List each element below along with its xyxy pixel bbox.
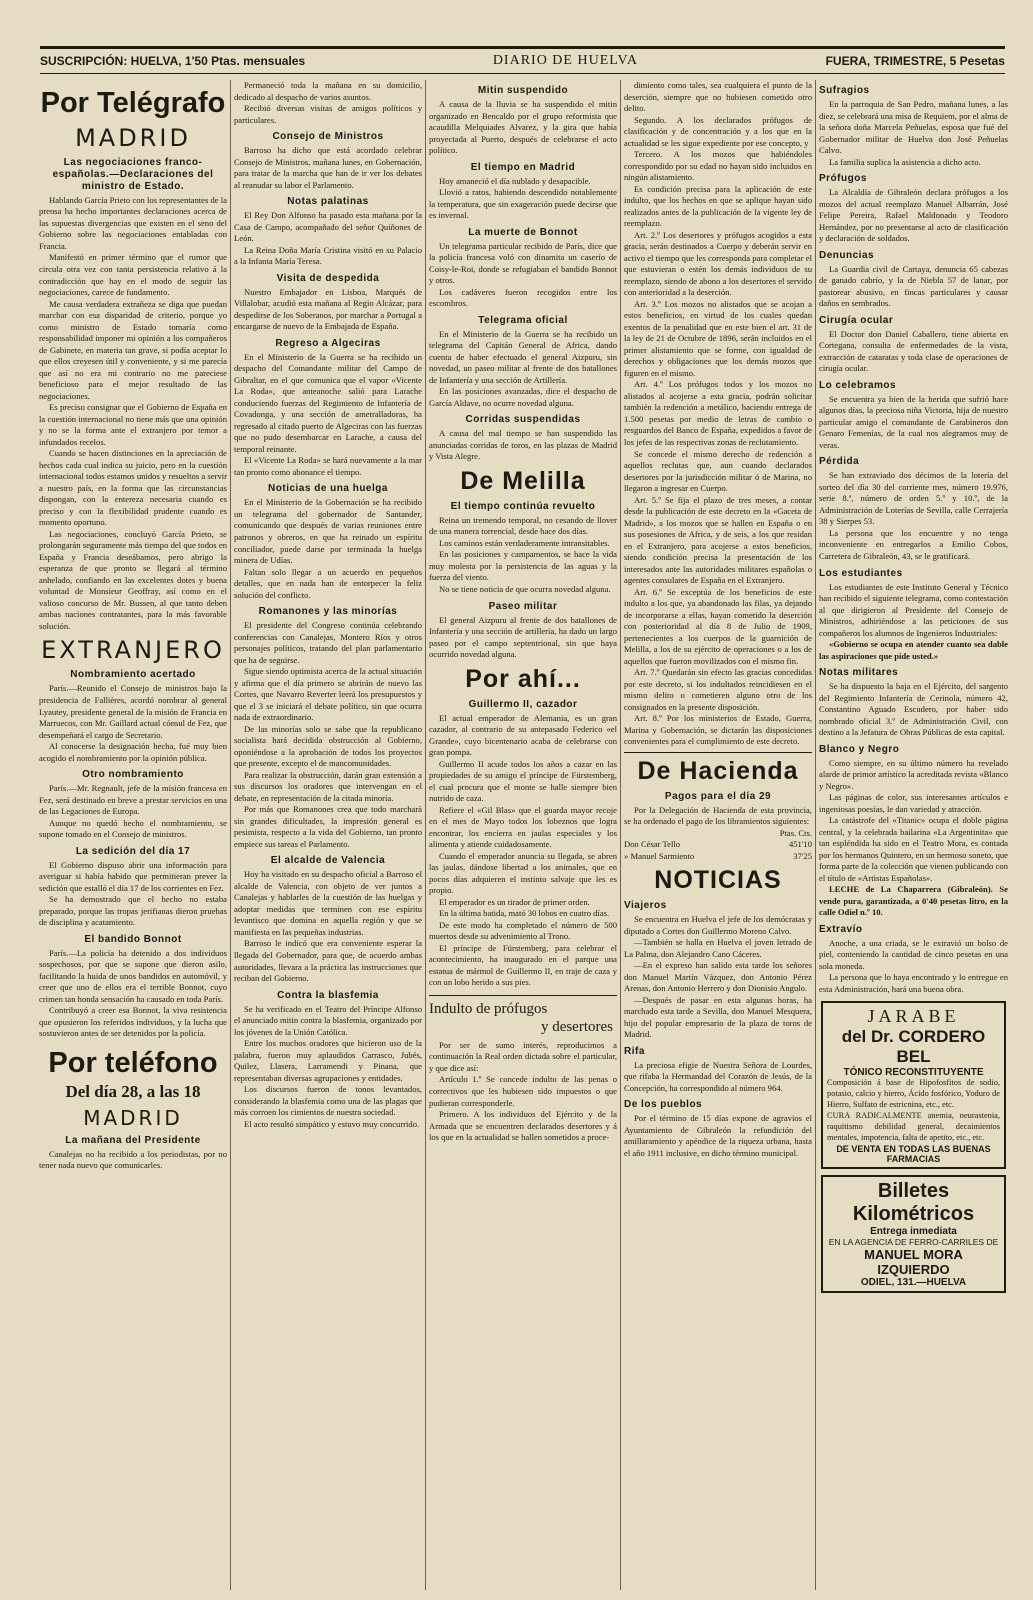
advert-jarabe-title: JARABE — [867, 1006, 960, 1027]
payee-name: Don César Tello — [624, 838, 681, 849]
paragraph: Art. 4.º Los prófugos todos y los mozos no alistados al acojerse a esta gracia, podrán solicitar también la redención a metálico, haciendo entrega de 1.500 pesetas por medio de letras de cambio o resguardos del Banco de España, expedidos a favor de los jefes de las respectivas zonas de reclutamiento. — [624, 379, 812, 447]
section-title-telegrafo: Por Telégrafo — [40, 87, 226, 119]
advert-jarabe — [821, 1001, 1006, 1169]
paragraph: Al conocerse la designación hecha, fué muy bien acogido el nombramiento por la opinión pública. — [39, 741, 227, 763]
paragraph: Se encuentra ya bien de la herida que sufrió hace algunos días, la preciosa niña Victoria, hija de nuestro particular amigo el comandante de Carabineros don Genaro Femenías, de la cual nos alegramos muy de veras. — [819, 393, 1008, 450]
headline-pueblos: De los pueblos — [624, 1099, 703, 1111]
headline-guillermo: Guillermo II, cazador — [468, 698, 578, 710]
paragraph: El emperador es un tirador de primer orden. — [439, 896, 590, 907]
paragraph: Art. 6.º Se exceptúa de los beneficios de este indulto a los que, ya abandonado las filas, ya dejando de incorporarse a ellas, hayan cometido la deserción con posterioridad al día 8 de Julio de 1909, pertenecientes a los cuerpos de la guarnición de Melilla, a los de su ejército de operaciones o a los de aquellos que fueron movilizados con el mismo fin. — [624, 586, 812, 666]
paragraph: «Gobierno se ocupa en atender cuanto sea dable las aspiraciones que pide usted.» — [819, 639, 1008, 661]
section-title-noticias: NOTICIAS — [654, 866, 782, 894]
paragraph: Refiere el «Gil Blas» que el guarda mayor recoje en el mes de Mayo todos los lobeznos que logra encontrar, los encierra en jaulas especiales y los alimenta y atiende cuidadosamente. — [429, 804, 617, 850]
advert-billetes-agency: EN LA AGENCIA DE FERRO-CARRILES DE — [828, 1237, 999, 1248]
section-title-hacienda: De Hacienda — [637, 756, 799, 785]
paragraph: Hoy ha visitado en su despacho oficial a Barroso el alcalde de Valencia, con objeto de ver juntos a Canalejas y hablarles de la cuestión de las huelgas y adoptar medidas que terminen con ese espíritu levantisco que domina en aquella región y que se manifiesta en las pequeñas industrias. — [234, 869, 422, 937]
section-title-melilla: De Melilla — [460, 466, 586, 495]
paragraph: La preciosa efigie de Nuestra Señora de Lourdes, que rifaba la Hermandad del Corazón de Jesús, de la Concepción, ha correspondido al número 964. — [624, 1059, 812, 1093]
paragraph: A causa del mal tiempo se han suspendido las anunciadas corridas de toros, en las plazas de Madrid y Vista Alegre. — [429, 428, 617, 462]
paragraph: La Alcaldía de Gibraleón declara prófugos a los mozos del actual reemplazo Manuel Albarrán, José Felipe Pereira, Rafael Maldonado y Teodoro Hernández, por no presentarse al acto de clasificación y declaración de soldados. — [819, 187, 1008, 244]
masthead — [40, 46, 1005, 74]
paragraph: Se ha dispuesto la baja en el Ejército, del sargento del Regimiento Infantería de Cerinola, número 42, Constantino Aguado Escudero, por haber sido nombrado oficial 3.º de Administración Civil, con destino a la Jefatura de Obras Públicas de esta capital. — [819, 681, 1008, 738]
headline-nombramiento: Nombramiento acertado — [70, 669, 196, 681]
advert-billetes-subtitle: Entrega inmediata — [870, 1226, 957, 1238]
payment-amount: 451'10 — [788, 838, 812, 849]
headline-paseo-militar: Paseo militar — [488, 600, 558, 612]
paragraph: Las páginas de color, sus interesantes artículos e ingeniosas poesías, le dan variedad y atracción. — [819, 792, 1008, 814]
paragraph: Faltan solo llegar a un acuerdo en pequeños detalles, que en nada han de entorpecer la feliz solución del conflicto. — [234, 566, 422, 600]
advert-billetes-address: ODIEL, 131.—HUELVA — [860, 1277, 967, 1289]
paragraph: La persona que los encuentre y no tenga inconveniente en entregarlos a Emilio Cobos, Carretera de Gibraleón, 43, se le gratificará. — [819, 527, 1008, 561]
paragraph: Art. 8.º Por los ministerios de Estado, Guerra, Marina y Gobernación, se dictarán las disposiciones convenientes para el cumplimiento de este decreto. — [624, 713, 812, 747]
headline-sedicion: La sedición del día 17 — [75, 845, 191, 857]
column-3 — [426, 80, 621, 1590]
section-title-por-ahi: Por ahí... — [465, 664, 581, 693]
headline-celebramos: Lo celebramos — [819, 379, 897, 391]
paragraph: Recibió diversas visitas de amigos políticos y particulares. — [234, 103, 422, 125]
headline-notas-militares: Notas militares — [819, 667, 899, 679]
headline-huelga: Noticias de una huelga — [268, 483, 388, 495]
payment-row — [624, 850, 812, 862]
paragraph: Entre los muchos oradores que hicieron uso de la palabra, fueron muy aplaudidos Carrasco, Jubés, Quilez, Llasera, Larramendi y Pinana, que representaban diversas agrupaciones y entidades. — [234, 1038, 422, 1083]
paragraph: En la última batida, mató 30 lobos en cuatro días. — [439, 908, 610, 919]
headline-extravio: Extravío — [819, 923, 863, 935]
paragraph: Contribuyó a creer esa Bonnot, la viva resistencia que opusieron los referidos individuos, y la lucha que sostuvieron antes de ser detenidos por la policía. — [39, 1005, 227, 1039]
paragraph: Se han extraviado dos décimos de la lotería del sorteo del día 30 del corriente mes, número 19.976, serie 8.ª, número de orden 5.º y 10.º, de la Administración de Loterías de Sevilla, calle Cerrajería 38 y Sierpes 53. — [819, 470, 1008, 527]
headline-notas-palatinas: Notas palatinas — [287, 196, 369, 208]
paragraph: LECHE de La Chaparrera (Gibraleón). Se vende pura, garantizada, a 0'40 pesetas litro, en la calle Odiel n.º 10. — [819, 884, 1008, 918]
paragraph: Los caminos están verdaderamente intransitables. — [439, 537, 610, 548]
headline-profugos: Prófugos — [819, 173, 867, 185]
paragraph: Canalejas no ha recibido a los periodistas, por no tener nada nuevo que comunicarles. — [39, 1148, 227, 1171]
paragraph: En el Ministerio de la Guerra se ha recibido un telegrama del Capitán General de Africa, dando cuenta de haber efectuado el general Aizpuru, sin novedad, un paseo militar al frente de dos batallones de Infantería y una sección de Artillería. — [429, 328, 617, 385]
paragraph: —También se halla en Huelva el joven letrado de La Palma, don Alejandro Cano Cáceres. — [624, 937, 812, 959]
advert-jarabe-brand: del Dr. CORDERO BEL — [841, 1027, 986, 1067]
headline-romanones: Romanones y las minorías — [258, 606, 398, 618]
paragraph: Art. 5.º Se fija el plazo de tres meses, a contar desde la publicación de este decreto en la «Gaceta de Madrid», a los mozos que se hallen en España o en sus posesiones de Africa, y de seis, a los que residan en el Extranjero, para acojerse a estos beneficios, siendo condición precisa la presentación de los interesados ante las autoridades militares españolas o agentes consulares de España en el Extranjero. — [624, 494, 812, 586]
paragraph: Es preciso consignar que el Gobierno de España en la cuestión internacional no tiene más que una opinión y no se la forma ante el extranjero por temor a infundados recelos. — [39, 402, 227, 447]
paragraph: París.—Reunido el Consejo de ministros bajo la presidencia de Fallières, acordó nombrar al general Lyautey, presidente general de la misión de Francia en Marruecos, con Mr. Gaillard actual cónsul de Fez, que desempeñará el cargo de Secretario. — [39, 683, 227, 740]
paragraph: Primero. A los individuos del Ejército y de la Armada que se encuentren declarados desertores y á los que en la actualidad se hallen sometidos a proce- — [429, 1109, 617, 1143]
paragraph: Por ser de sumo interés, reproducimos a continuación la Real orden dictada sobre el particular, y que dice así: — [429, 1039, 617, 1073]
paragraph: Permaneció toda la mañana en su domicilio, dedicado al despacho de varios asuntos. — [234, 80, 422, 102]
newspaper-title: DIARIO DE HUELVA — [492, 53, 638, 68]
paragraph: El príncipe de Fürstemberg, para celebrar el acontecimiento, ha inaugurado en el parque una estatua de mármol de Guillermo II, en traje de caza y con un lobo herido a sus pies. — [429, 942, 617, 988]
paragraph: El actual emperador de Alemania, es un gran cazador, al contrario de su antepasado Federico «el Grande», cuyo bicentenario acaba de celebrarse con gran pompa. — [429, 712, 617, 758]
headline-tiempo-madrid: El tiempo en Madrid — [470, 161, 576, 173]
paragraph: Barroso le indicó que era conveniente esperar la llegada del Gobernador, para que, de acuerdo ambas autoridades, llevara a la práctica las instrucciones que reciban del Gobierno. — [234, 938, 422, 984]
headline-telegrama-oficial: Telegrama oficial — [478, 314, 568, 326]
advert-billetes-name: MANUEL MORA IZQUIERDO — [864, 1247, 963, 1278]
indulto-line-2: y desertores — [540, 1018, 613, 1035]
section-title-telefono: Por teléfono — [48, 1046, 218, 1079]
headline-corridas: Corridas suspendidas — [465, 414, 581, 426]
city-heading-madrid: MADRID — [75, 123, 191, 152]
paragraph: Para realizar la obstrucción, darán gran extensión a sus discursos los oradores que intervengan en el debate, en representación de la citada minoría. — [234, 769, 422, 803]
paragraph: Art. 7.º Quedarán sin efecto las gracias concedidas por este decreto, si los indultados reincidiesen en el mismo delito o cometieren alguno otro de los consignados en la presente disposición. — [624, 667, 812, 712]
paragraph: La familia suplica la asistencia a dicho acto. — [829, 156, 981, 167]
headline-bandido: El bandido Bonnot — [84, 933, 182, 945]
paragraph: Se ha verificado en el Teatro del Príncipe Alfonso el anunciado mitin contra la blasfemia, organizado por los jóvenes de la Unión Católica. — [234, 1003, 422, 1037]
paragraph: Por más que Romanones crea que todo marchará sin grandes dificultades, la impresión general es pesimista, respecto a la vida del Gobierno, tan pronto empiece sus tareas el Parlamento. — [234, 804, 422, 849]
headline-denuncias: Denuncias — [819, 249, 875, 261]
advert-jarabe-cura: CURA RADICALMENTE anemia, neurastenia, raquitismo debilidad general, decaimientos mentales, impotencia, falta de apetito, etc., etc. — [827, 1111, 1000, 1143]
advert-jarabe-body: Composición á base de Hipofosfitos de sodio, potasio, calcio y hierro, Ácido fosfórico, Yoduro de Hierro, Sulfato de estricnina, etc., etc. — [827, 1078, 1000, 1110]
headline-blasfemia: Contra la blasfemia — [277, 989, 379, 1001]
paragraph: Guillermo II acude todos los años a cazar en las propiedades de su amigo el príncipe de Fürstemberg, el cual procura que el monte se halle siempre bien nutrido de caza. — [429, 758, 617, 804]
headline-sufragios: Sufragios — [819, 85, 870, 96]
headline-tiempo-revuelto: El tiempo continúa revuelto — [450, 500, 596, 512]
column-2 — [231, 80, 426, 1590]
headline-blanco-negro: Blanco y Negro — [819, 743, 900, 755]
paragraph: París.—Mr. Regnault, jefe de la misión francesa en Fez, será destinado en breve a prestar servicios en una de las Legaciones de Europa. — [39, 783, 227, 817]
paragraph: —En el expreso han salido esta tarde los señores don Manuel Martín Vázquez, don Antonio Pérez Arenas, don Antonio Herrero y don Dionisio Angulo. — [624, 960, 812, 994]
payment-amount: 37'25 — [793, 850, 812, 861]
payment-row — [624, 838, 812, 850]
paragraph: Barroso ha dicho que está acordado celebrar Consejo de Ministros, mañana lunes, en Gobernación, para tratar de la marcha que han de ir ver los debates al reanudar su labor el Parlamento. — [234, 145, 422, 190]
paragraph: París.—La policía ha detenido a dos individuos sospechosos, por que se supone que dieron asilo, facilitando la huida de unos bandidos en automóvil, y creer que uno de ellos era el terrible Bonnot, cuyo crimen tan honda sensación ha causado en toda París. — [39, 947, 227, 1004]
subscription-outside: FUERA, TRIMESTRE, 5 Pesetas — [825, 54, 1005, 68]
paragraph: La persona que lo haya encontrado y lo entregue en esta Administración, hará una buena obra. — [819, 972, 1008, 994]
paragraph: Los cadáveres fueron recogidos entre los escombros. — [429, 286, 617, 309]
divider — [624, 752, 812, 753]
headline-muerte-bonnot: La muerte de Bonnot — [468, 226, 578, 238]
column-1 — [36, 80, 231, 1590]
indulto-line-1: Indulto de prófugos — [429, 1000, 548, 1017]
paragraph: Se encuentra en Huelva el jefe de los demócratas y diputado a Cortes don Guillermo Moreno Calvo. — [624, 914, 812, 936]
paragraph: Los discursos fueron de tonos levantados, considerando la blasfemia como una de las plagas que más corroen los cimientos de nuestra sociedad. — [234, 1084, 422, 1118]
paragraph: Art. 3.º Los mozos no alistados que se acojan a estos beneficios, en virtud de los cuales quedan exentos de la penalidad que en este bien el art. 31 de la ley de 21 de Octubre de 1896, serán incluidos en el primer alistamiento que se forme, con igualdad de derechos y obligaciones que los demás mozos que figuren en el mismo. — [624, 298, 812, 378]
paragraph: Como siempre, en su último número ha revelado alarde de primor artístico la acreditada revista «Blanco y Negro». — [819, 757, 1008, 791]
paragraph: A causa de la lluvia se ha suspendido el mitin organizado en Bencaldo por el grupo reformista que acaudilla Melquiades Alvarez, y la gira que había proyectada al Puerto, después de celebrarse el acto político. — [429, 99, 617, 156]
subscription-local: SUSCRIPCIÓN: HUELVA, 1'50 Ptas. mensuales — [40, 54, 306, 68]
paragraph: De este modo ha completado el número de 500 muertos desde su advenimiento al Trono. — [429, 919, 617, 942]
advert-billetes — [821, 1175, 1006, 1293]
paragraph: dimiento como tales, sea cualquiera el punto de la deserción, siempre que no hubiesen cometido otro delito. — [624, 80, 812, 114]
payee-name: » Manuel Sarmiento — [624, 850, 695, 861]
paragraph: Por el término de 15 días expone de agravios el Ayuntamiento de Gibraleón la refundición del amillaramiento y apéndice de la riqueza urbana, hasta el año 1911 inclusive, en dicho término municipal. — [624, 1113, 812, 1158]
paragraph: De las minorías solo se sabe que la republicano socialista hará decidida obstrucción al Gobierno, oponiéndose a la aprobación de todos los proyectos que presente, excepto el de mancomunidades. — [234, 723, 422, 769]
headline-rifa: Rifa — [624, 1045, 645, 1057]
headline-negociaciones: Las negociaciones franco-españolas.—Declaraciones del ministro de Estado. — [52, 156, 214, 192]
paragraph: No se tiene noticia de que ocurra novedad alguna. — [439, 583, 611, 594]
column-5 — [816, 80, 1011, 1590]
paragraph: Cuando se hacen distinciones en la apreciación de hechos cada cual indica su juicio, pero en la cuestión internacional todos estamos unidos y resueltos a servir a nuestro país, en la forma que las circunstancias dispongan, con la entereza necesaria cuando es preciso y con la flexibilidad prudente cuando es momento oportuno. — [39, 448, 227, 528]
paragraph: El Rey Don Alfonso ha pasado esta mañana por la Casa de Campo, acompañado del señor Quiñones de León. — [234, 210, 422, 244]
paragraph: Cuando el emperador anuncia su llegada, se abren las jaulas, dándose libertad a los animales, que en pocos días adquieren el instinto salvaje que les es propio. — [429, 850, 617, 896]
paragraph: El acto resultó simpático y estuvo muy concurrido. — [244, 1118, 420, 1129]
headline-consejo: Consejo de Ministros — [272, 131, 384, 143]
paragraph: En el Ministerio de la Gobernación se ha recibido un telegrama del gobernador de Santander, comunicando que después de varias reuniones entre patronos y obreros, en que ha reinado un espíritu conciliador, puede darse por terminada la huelga minera de Udías. — [234, 497, 422, 566]
paragraph: Los estudiantes de este Instituto General y Técnico han recibido el siguiente telegrama, como contestación al que dirigieron al Presidente del Consejo de Ministros, adhiriéndose a las peticiones de sus compañeros los alumnos de Ingenieros Industriales: — [819, 581, 1008, 638]
paragraph: Tercero. A los mozos que habiéndoles correspondido por su edad no hayan sido incluidos en ningún alistamiento. — [624, 149, 812, 183]
paragraph: Las negociaciones, concluyó García Prieto, se prolongarán seguramente más tiempo del que todos en España y Francia deseábamos, pero abrigo la esperanza de que pronto se llegará al término anhelado, confiando en las excelentes dotes y buena voluntad de Monsieur Geoffray, así como en el valioso concurso de Mr. Bussen, al que tanto deben ambas naciones contratantes, para la más favorable solución. — [39, 528, 227, 631]
headline-otro-nombramiento: Otro nombramiento — [82, 769, 184, 781]
paragraph: Segundo. A los declarados prófugos de clasificación y de concentración y a los que en la actualidad se les sigue expediente por ese concepto, y — [624, 114, 812, 148]
paragraph: El «Vicente La Roda» se hará nuevamente a la mar tan pronto como abonance el tiempo. — [234, 455, 422, 477]
paragraph: En las posiciones avanzadas, dice el despacho de García Aldave, no ocurre novedad alguna. — [429, 386, 617, 408]
paragraph: Hoy amaneció el día nublado y desapacible. — [439, 175, 591, 186]
paragraph: Llovió a ratos, habiendo descendido notablemente la temperatura, que sin exageración puede decirse que es invernal. — [429, 187, 617, 221]
paragraph: Es condición precisa para la aplicación de este indulto, que los hechos en que se aplique hayan sido realizados antes de la publicación de la vigente ley de reemplazo. — [624, 183, 812, 229]
paragraph: En el Ministerio de la Guerra se ha recibido un despacho del Comandante militar del Campo de Gibraltar, en el que comunica que el vapor «Vicente La Roda», que anteanoche salió para Larache conduciendo fuerzas del Regimiento de Infantería de Covadonga, y una sección de ametralladoras, ha regresado al citado puerto de Algeciras con las fuerzas que no pudo desembarcar en Larache, a causa del temporal reinante. — [234, 351, 422, 454]
paragraph: La catástrofe del «Titanic» ocupa el doble página central, y la celebrada bailarina «La Argentinita» que tan espléndida ha sido en el Teatro Mora, es contada por los hermanos Quintero, en un hermoso soneto, que forma parte de la colección que vienen publicando con el título de «Artistas Españolas». — [819, 815, 1008, 883]
headline-perdida: Pérdida — [819, 456, 860, 468]
paragraph: Reina un tremendo temporal, no cesando de llover de una manera torrencial, desde hace dos días. — [429, 514, 617, 537]
paragraph: —Después de pasar en esta algunas horas, ha marchado esta tarde a Sevilla, don Manuel Mesquera, hijo del popular empresario de la plaza de toros de Madrid. — [624, 994, 812, 1040]
advert-billetes-title: Billetes Kilométricos — [852, 1180, 975, 1226]
headline-visita: Visita de despedida — [276, 272, 380, 284]
paragraph: Por la Delegación de Hacienda de esta provincia, se ha ordenado el pago de los libramientos siguientes: — [624, 804, 812, 827]
paragraph: La Reina Doña María Cristina visitó en su Palacio a la Infanta María Teresa. — [234, 244, 422, 267]
advert-jarabe-venta: DE VENTA EN TODAS LAS BUENAS FARMACIAS — [836, 1144, 991, 1165]
paragraph: Nuestro Embajador en Lisboa, Marqués de Villalobar, acudió esta mañana al Regio Alcázar, para despedirse de los Soberanos, por marchar a Portugal a encargarse de nuevo de la Embajada de España. — [234, 286, 422, 332]
advert-jarabe-subtitle: TÓNICO RECONSTITUYENTE — [843, 1067, 984, 1079]
headline-manana-presidente: La mañana del Presidente — [65, 1134, 201, 1146]
paragraph: Art. 2.º Los desertores y prófugos acogidos a esta gracia, serán destinados a Cuerpo y deberán servir en activo el tiempo que les corresponda para completar el que estuvieran o estén los demás individuos de su reemplazo, siendo de abono a los desertores el servido con anterioridad a la deserción. — [624, 229, 812, 298]
city-heading-madrid-2: MADRID — [83, 1105, 183, 1130]
section-title-indulto — [429, 995, 617, 1036]
headline-estudiantes: Los estudiantes — [819, 567, 903, 579]
headline-cirugia: Cirugía ocular — [819, 314, 894, 326]
paragraph: Aunque no quedó hecho el nombramiento, se supone tomado en el Consejo de ministros. — [39, 817, 227, 840]
paragraph: Anoche, a una criada, se le extravió un bolso de piel, conteniendo la cantidad de cinco pesetas en una sola moneda. — [819, 937, 1008, 971]
paragraph: Un telegrama particular recibido de París, dice que la policía francesa voló con dinamita un caserío de Coisy-le-Roi, donde se refugiaban el bandido Bonnot y otros. — [429, 240, 617, 286]
paragraph: Hablando García Prieto con los representantes de la prensa ha hecho importantes declaraciones acerca de las supuestas divergencias que existen en el seno del Gobierno sobre las negociaciones entabladas con Francia. — [39, 194, 227, 251]
headline-viajeros: Viajeros — [624, 900, 667, 911]
paragraph: El general Aizpuru al frente de dos batallones de Infantería y una sección de artillería, ha dado un largo paseo por el campo septentrional, sin que haya ocurrido novedad alguna. — [429, 614, 617, 660]
headline-alcalde: El alcalde de Valencia — [270, 855, 386, 867]
paragraph: Sigue siendo optimista acerca de la actual situación y afirma que el día primero se abrirán de nuevo las Cortes, que Navarro Reverter leerá los presupuestos y que el 3 se iniciará el debate político, sin que ocurra nada de extraordinario. — [234, 666, 422, 723]
paragraph: El presidente del Congreso continúa celebrando conferencias con Canalejas, Montero Ríos y otros personajes políticos, tratando del plan parlamentario que ha de seguirse. — [234, 620, 422, 665]
paragraph: El Doctor don Daniel Caballero, tiene abierta en Cortegana, consulta de enfermedades de la vista, extracción de cataratas y toda clase de operaciones de cirugía ocular. — [819, 328, 1008, 374]
paragraph: Se ha demostrado que el hecho no estaba preparado, porque las tropas jerifianas dieron pruebas de disciplina y acatamiento. — [39, 894, 227, 928]
paragraph: Me causa verdadera extrañeza se diga que puedan marchar con esa disparidad de criterio, porque yo como ministro de Estado tomaría como responsabilidad imponer mi opinión a los compañeros de Gabinete, en materia tan grave, si podía aceptar lo que ellos creyesen útil y conveniente, y si me parecía que así no era mi contrario no me pareciese beneficioso para el mejor resultado de las negociaciones. — [39, 298, 227, 401]
headline-mitin: Mitin suspendido — [477, 85, 569, 96]
payments-header: Ptas. Cts. — [779, 827, 812, 838]
paragraph: En la parroquia de San Pedro, mañana lunes, a las diez, se celebrará una misa de Requiem, por el alma de la señora doña Marcela Peñuelas, esposa que fué del Gobernador militar de Huelva don José Peñuelas Calvo. — [819, 99, 1008, 156]
section-title-extranjero: EXTRANJERO — [41, 636, 225, 665]
paragraph: En las posiciones y campamentos, se hace la vida muy molesta por la persistencia de las aguas y la fuerza del viento. — [429, 549, 617, 583]
paragraph: Artículo 1.º Se concede indulto de las penas o correctivos que les hubiesen sido impuestos o que pudieran corresponderle. — [429, 1074, 617, 1108]
headline-pagos: Pagos para el día 29 — [664, 790, 772, 802]
date-line: Del día 28, a las 18 — [65, 1081, 201, 1101]
columns — [36, 80, 1011, 1590]
headline-regreso: Regreso a Algeciras — [275, 337, 381, 349]
paragraph: La Guardia civil de Cartaya, denuncia 65 cabezas de ganado cabrío, y la de Niebla 57 de lanar, por pastorear abusivo, en fincas particulares y causar daños en sembrados. — [819, 263, 1008, 309]
paragraph: Se concede el mismo derecho de redención a aquellos reclutas que, aun cuando declarados desertores por la jurisdicción militar ó de Marina, no llegaron a ingresar en Cuerpo. — [624, 448, 812, 494]
paragraph: El Gobierno dispuso abrir una información para averiguar si había habido que permitieran prever la sedición que estalló el día 17 de los corrientes en Fez. — [39, 859, 227, 893]
column-4 — [621, 80, 816, 1590]
paragraph: Manifestó en primer término que el rumor que circula otra vez con tanta persistencia relativo á la contradicción que hay en el modo de seguir las negociaciones, carece de fundamento. — [39, 252, 227, 298]
